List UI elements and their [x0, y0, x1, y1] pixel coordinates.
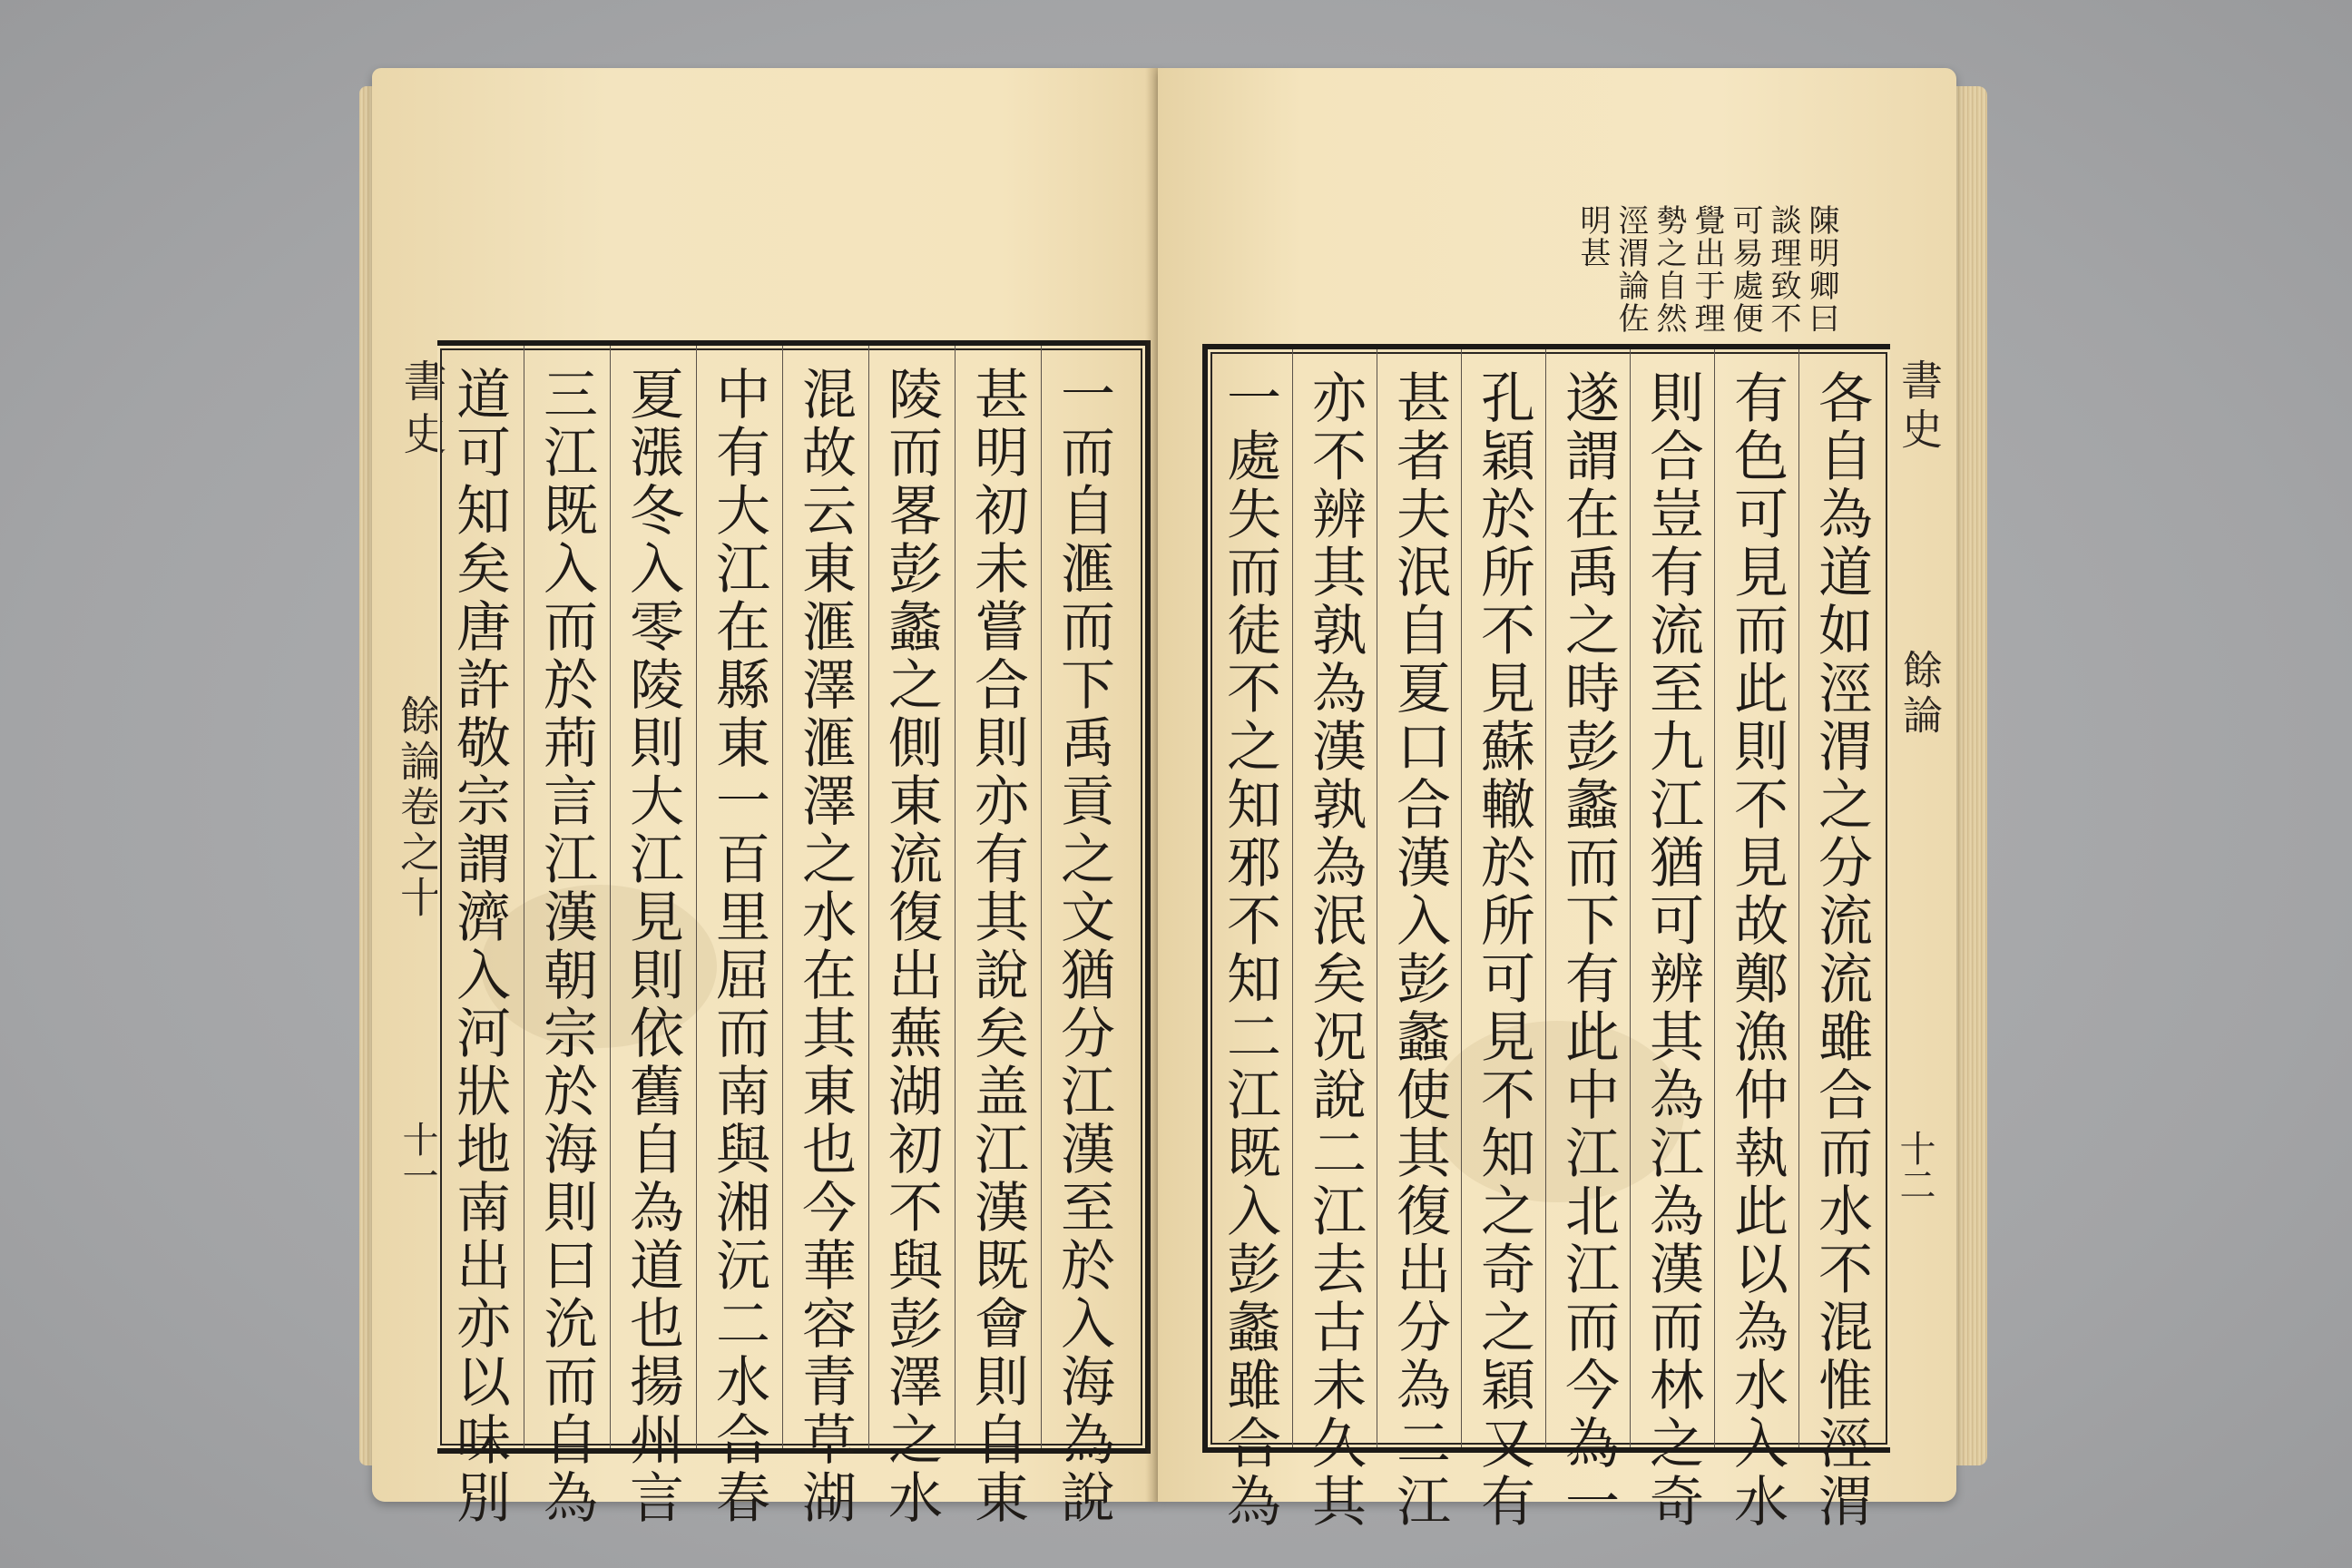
- text-column-content: 道可知矣唐許敬宗謂濟入河狀地南出亦以味別: [447, 366, 511, 1527]
- right-margin-title: 書史: [1895, 358, 1944, 456]
- commentary-line: 談理致不: [1765, 204, 1801, 335]
- text-column: [610, 346, 694, 1527]
- commentary-line: 陳明卿曰: [1803, 204, 1839, 335]
- text-column: [1461, 349, 1545, 1531]
- text-column: [1545, 349, 1630, 1531]
- text-column: [1292, 349, 1377, 1531]
- text-column: [1798, 349, 1883, 1531]
- right-margin-chapter: 餘論: [1896, 649, 1942, 740]
- left-margin-chapter: 餘論卷之十: [394, 694, 443, 921]
- commentary-line: 勢之自然: [1651, 204, 1687, 335]
- text-column: [1630, 349, 1714, 1531]
- commentary-line: 明甚: [1574, 204, 1611, 270]
- text-column: [1377, 349, 1461, 1531]
- text-column: [782, 346, 867, 1527]
- text-column-content: 甚明初未嘗合則亦有其說矣盖江漢既會則自東: [965, 366, 1029, 1527]
- text-column: [696, 346, 780, 1527]
- left-margin-title: 書史: [396, 358, 446, 464]
- commentary-line: 覺出于理: [1689, 204, 1725, 335]
- text-column-content: 陵而畧彭蠡之側東流復出蕪湖初不與彭澤之水: [879, 366, 943, 1527]
- text-column-content: 孔穎於所不見蘇轍於所可見不知之奇之穎又有: [1472, 369, 1535, 1531]
- left-page: [372, 68, 1158, 1527]
- right-page-edges: [1955, 86, 1987, 1465]
- left-page-number: 十一: [397, 1121, 438, 1193]
- left-text-frame: [437, 340, 1151, 1527]
- right-page-number: 十二: [1894, 1130, 1936, 1202]
- text-column: [1208, 349, 1291, 1531]
- text-column-content: 亦不辨其孰為漢孰為泯矣况說二江去古未久其: [1303, 369, 1367, 1531]
- text-column-content: 則合豈有流至九江猶可辨其為江為漢而林之奇: [1641, 369, 1704, 1531]
- text-column: [1041, 346, 1125, 1527]
- text-column-content: 遂謂在禹之時彭蠡而下有此中江北江而今為一: [1556, 369, 1620, 1531]
- text-column-content: 一處失而徒不之知邪不知二江既入彭蠡雖合為: [1218, 369, 1281, 1531]
- text-column-content: 夏漲冬入零陵則大江見則依舊自為道也揚州言: [621, 366, 684, 1527]
- open-book: [372, 68, 1960, 1531]
- text-column-content: 各自為道如涇渭之分流流雖合而水不混惟涇渭: [1809, 369, 1873, 1531]
- commentary-line: 涇渭論佐: [1612, 204, 1649, 335]
- text-column: [1714, 349, 1798, 1531]
- text-column-content: 有色可見而此則不見故鄭漁仲執此以為水入水: [1725, 369, 1788, 1531]
- commentary-line: 可易處便: [1727, 204, 1763, 335]
- text-column-content: 三江既入而於荊言江漢朝宗於海則曰沇而自為: [534, 366, 598, 1527]
- right-text-frame: [1202, 344, 1890, 1531]
- text-column-content: 甚者夫泯自夏口合漢入彭蠡使其復出分為二江: [1387, 369, 1451, 1531]
- text-column-content: 中有大江在縣東一百里屈而南與湘沅二水合春: [707, 366, 770, 1527]
- text-column-content: 混故云東滙澤滙澤之水在其東也今華容青草湖: [793, 366, 857, 1527]
- text-column: [955, 346, 1039, 1527]
- text-column: [437, 346, 521, 1527]
- text-column: [868, 346, 953, 1527]
- text-column-content: 一而自滙而下禹貢之文猶分江漢至於入海為說: [1052, 366, 1115, 1527]
- text-column: [524, 346, 608, 1527]
